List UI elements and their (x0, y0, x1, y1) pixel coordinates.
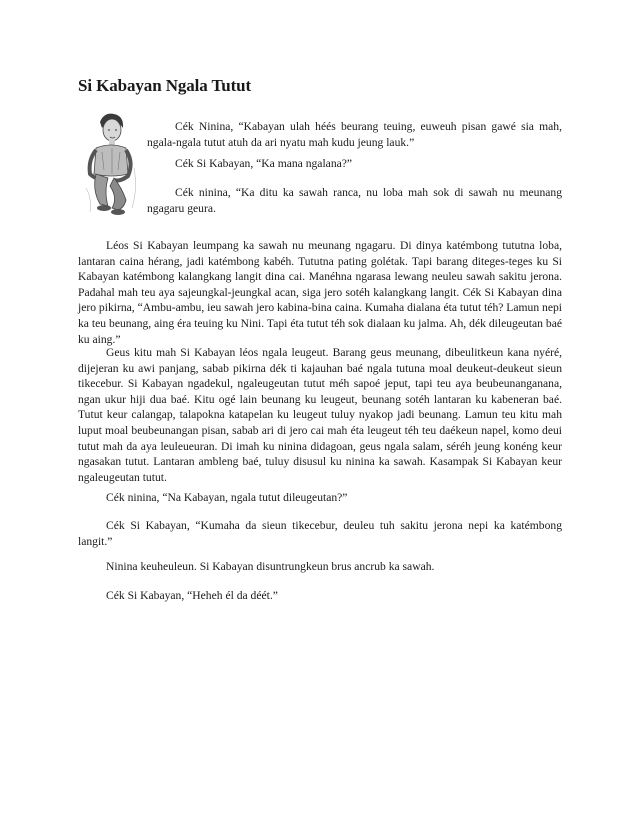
body-paragraph: Geus kitu mah Si Kabayan léos ngala leugeut. Barang geus meunang, dibeulitkeun kana nyéré, dijejeran ku awi panjang, sabab pikirna dék ti kajauhan baé ngala tutuna moal deukeut-deukeut sieun tikecebur. Si Kabayan ngadekul, ngaleugeutan tutut méh sapoé jeput, tapi teu aya beubeunanganana, ngan ukur hiji dua baé. Kitu ogé lain beunang ku leugeut, beunang sotéh lantaran ku kabeneran baé. Tutut keur calangap, talapokna katapelan ku leugeut tuluy nyakop jadi beunang. Lamun teu kitu mah luput moal beubeunangan pisan, sabab ari di jero cai mah éta leugeut téh teu daékeun napel, komo deui tutut mah da aya leuleueuran. Di imah ku ninina didagoan, geus ngala salam, séréh jeung konéng keur ngasakan tutut. Lantaran ambleng baé, tuluy disusul ku ninina ka sawah. Kasampak Si Kabayan keur ngaleugeutan tutut. (78, 346, 562, 484)
kabayan-illustration (78, 108, 144, 218)
page-title: Si Kabayan Ngala Tutut (78, 76, 252, 95)
body-paragraph: Léos Si Kabayan leumpang ka sawah nu meunang ngagaru. Di dinya katémbong tututna loba, lantaran caina hérang, jadi katémbong kabéh. Tututna pating golétak. Tapi barang diteges-teges ku Si Kabayan katémbong kalangkang langit dina cai. Manéhna ngarasa lewang neuleu sawah sakitu jerona. Padahal mah teu aya sajeungkal-jeungkal acan, siga jero sotéh kalangkang langit. Cék Si Kabayan dina jero pikirna, “Ambu-ambu, ieu sawah jero kabina-bina caina. Kumaha dialana éta tutut téh? Lamun nepi ka teu beunang, aing éra teuing ku Nini. Tapi éta tutut téh sok dialaan ku jalma. Ah, dék dileugeutan baé ku aing.” (78, 239, 562, 346)
intro-paragraph: Cék ninina, “Ka ditu ka sawah ranca, nu loba mah sok di sawah nu meunang ngagaru geura. (147, 186, 562, 215)
intro-paragraph: Cék Ninina, “Kabayan ulah héés beurang teuing, euweuh pisan gawé sia mah, ngala-ngala tutut atuh da ari nyatu mah kudu jeung lauk.” (147, 120, 562, 149)
body-paragraph: Cék Si Kabayan, “Heheh él da déét.” (106, 589, 278, 602)
body-paragraph: Cék ninina, “Na Kabayan, ngala tutut dileugeutan?” (106, 491, 348, 504)
body-paragraph: Cék Si Kabayan, “Kumaha da sieun tikecebur, deuleu tuh sakitu jerona nepi ka katémbong langit.” (78, 519, 562, 548)
intro-paragraph: Cék Si Kabayan, “Ka mana ngalana?” (175, 157, 353, 170)
body-paragraph: Ninina keuheuleun. Si Kabayan disuntrungkeun brus ancrub ka sawah. (106, 560, 435, 573)
